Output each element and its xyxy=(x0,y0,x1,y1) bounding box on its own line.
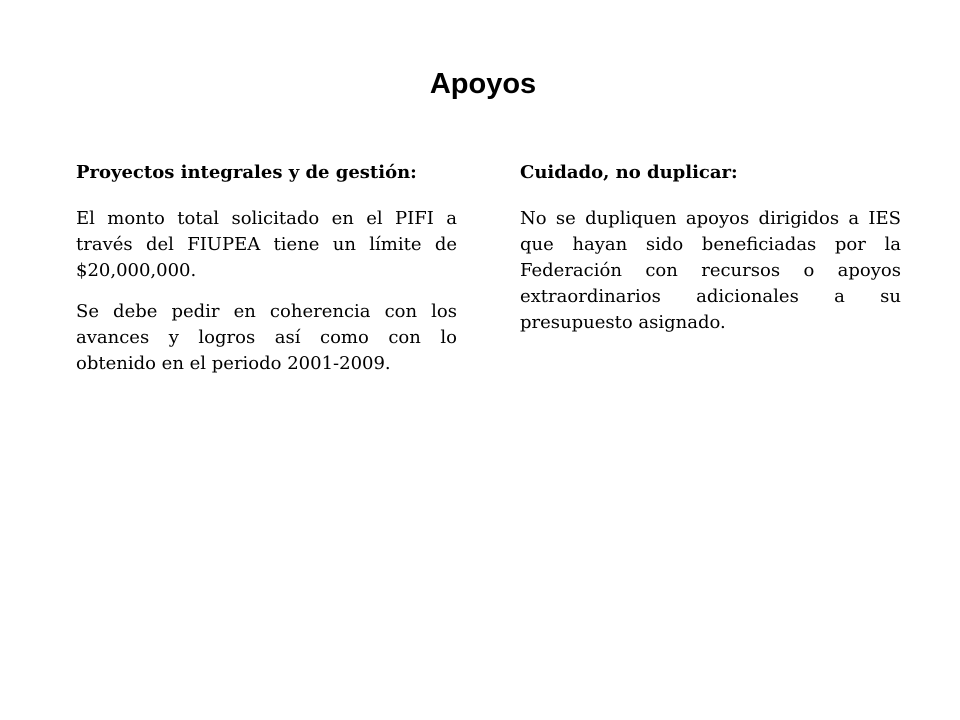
left-column xyxy=(76,160,457,392)
left-column-paragraph: Se debe pedir en coherencia con los avances y logros así como con lo obtenido en el periodo 2001-2009. xyxy=(76,301,457,374)
left-column-paragraph: El monto total solicitado en el PIFI a través del FIUPEA tiene un límite de $20,000,000. xyxy=(76,208,457,281)
right-column-paragraph: No se dupliquen apoyos dirigidos a IES que hayan sido beneficiadas por la Federación con recursos o apoyos extraordinarios adicionales a su presupuesto asignado. xyxy=(520,208,901,333)
right-column-heading: Cuidado, no duplicar: xyxy=(520,162,738,183)
left-column-heading: Proyectos integrales y de gestión: xyxy=(76,162,417,183)
slide-title: Apoyos xyxy=(429,68,537,100)
right-column xyxy=(520,160,901,351)
